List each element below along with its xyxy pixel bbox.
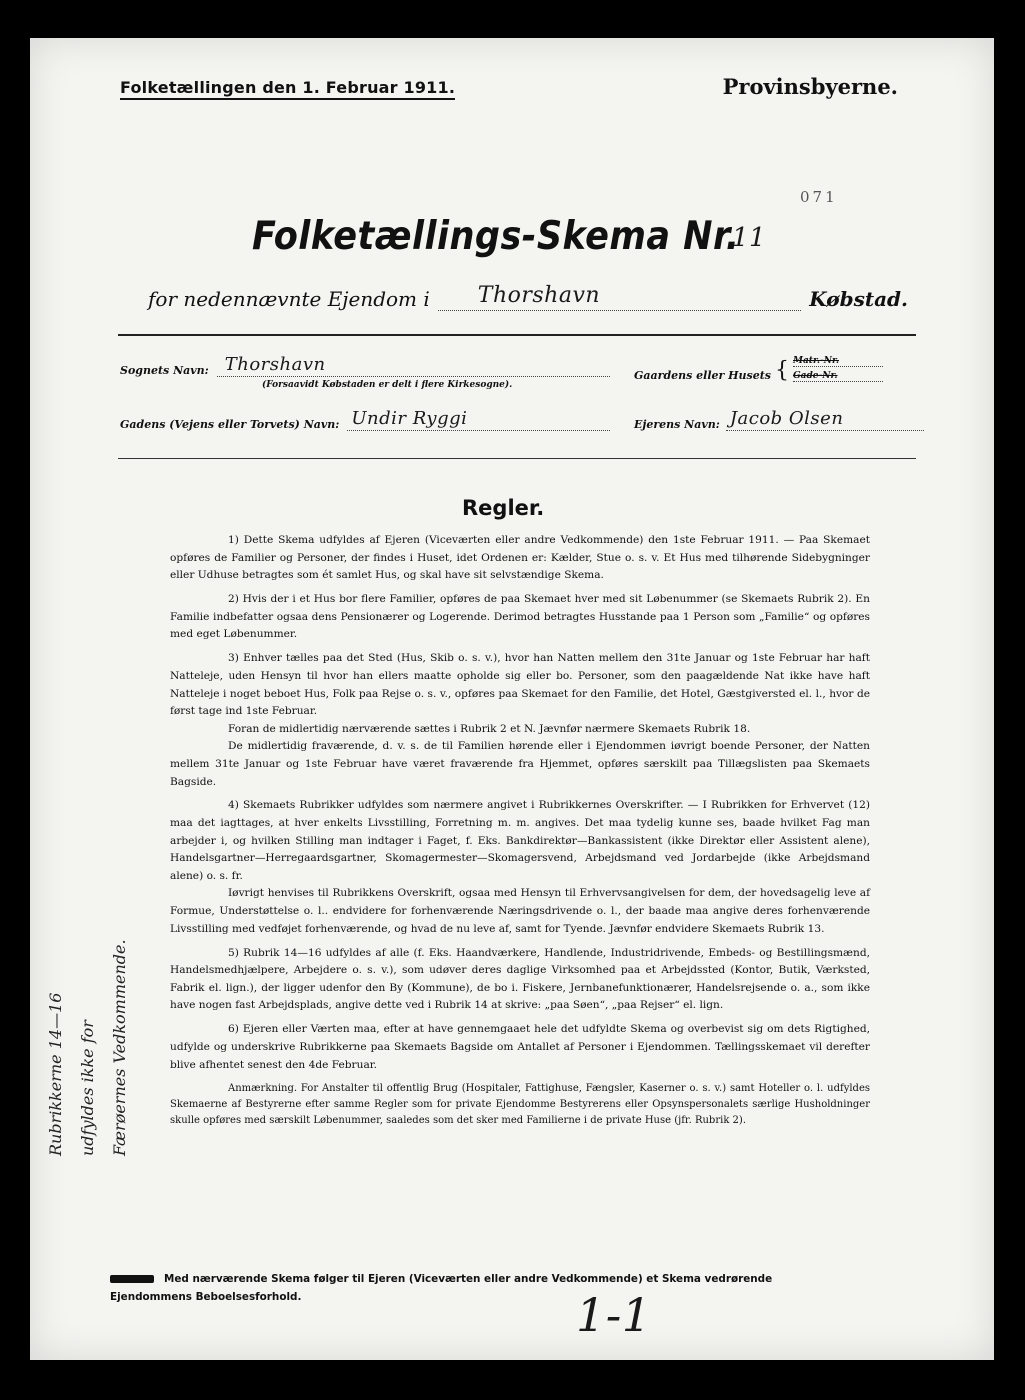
rule-paragraph: 5) Rubrik 14—16 udfyldes af alle (f. Eks. Haandværkere, Handlende, Industridrivende, Embeds- og Bestillingsmænd, Handelsmedhjælpere, Arbejdere o. s. v.), som udøver deres daglige Virksomhed paa et Arbejdssted (Kontor, Butik, Værksted, Fabrik el. lign.), der ligger udenfor den By (Kommune), de bo i. Fiskere, Jernbanefunktionærer, Handelsrejsende o. a., som ikke have nogen fast Arbejdsplads, angive dette ved i Rubrik 14 at skrive: „paa Søen“, „paa Rejser“ el. lign. (170, 946, 870, 1012)
owner-row (634, 410, 924, 431)
margin-note-line: Færøernes Vedkommende. (110, 939, 129, 1156)
for-line-field (438, 284, 801, 311)
rule-paragraph: Anmærkning. For Anstalter til offentlig Brug (Hospitaler, Fattighuse, Fængsler, Kaserner o. s. v.) samt Hoteller o. l. udfyldes Skemaerne af Bestyrerne efter samme Regler som for private Ejendomme Bestyrerens eller Opsynspersonalets særlige Husholdninger skulle opføres med særskilt Løbenummer, saaledes som det sker med Familierne i de private Huse (jfr. Rubrik 2). (170, 1082, 870, 1126)
house-brace: { (775, 358, 789, 383)
parish-note: (Forsaavidt Købstaden er delt i flere Kirkesogne). (262, 380, 513, 390)
census-header: Folketællingen den 1. Februar 1911. (120, 78, 455, 100)
margin-note-handwritten (40, 936, 136, 1156)
street-value: Undir Ryggi (351, 408, 468, 429)
street-label: Gadens (Vejens eller Torvets) Navn: (120, 418, 340, 431)
census-form-page (30, 38, 994, 1360)
street-row (120, 410, 610, 431)
town-handwritten: Thorshavn (477, 283, 601, 308)
rule-paragraph: 4) Skemaets Rubrikker udfyldes som nærmere angivet i Rubrikkernes Overskrifter. — I Rubrikken for Erhvervet (12) maa det iagttages, at hver enkelts Livsstilling, Forretning m. m. angives. Det maa tydelig kunne ses, baade hvilket Fag man arbejder i, og hvilken Stilling man indtager i Faget, f. Eks. Bankdirektør—Bankassistent (ikke Direktør eller Assistent alene), Handelsgartner—Herregaardsgartner, Skomagermester—Skomagersvend, Arbejdsmand ved Jordarbejde (ikke Arbejdsmand alene) o. s. fr. (170, 799, 870, 882)
rule-paragraph: Foran de midlertidig nærværende sættes i Rubrik 2 et N. Jævnfør nærmere Skemaets Rubrik 18. (228, 722, 751, 735)
house-number-row (634, 356, 883, 382)
parish-value: Thorshavn (224, 354, 326, 375)
gade-nr-label: Gade-Nr. (793, 371, 883, 382)
region-header: Provinsbyerne. (722, 74, 898, 99)
house-number-labels (793, 356, 883, 382)
form-number-handwritten: 11 (732, 223, 767, 253)
rule-paragraph: 6) Ejeren eller Værten maa, efter at have gennemgaaet hele det udfyldte Skema og overbevist sig om dets Rigtighed, udfylde og underskrive Rubrikkerne paa Skemaets Bagside om Antallet af Personer i Ejendommen. Tællingsskemaet vil derefter blive afhentet senest den 4de Februar. (170, 1023, 870, 1071)
rule-paragraph: Iøvrigt henvises til Rubrikkens Overskrift, ogsaa med Hensyn til Erhvervsangivelsen for dem, der hovedsagelig leve af Formue, Understøttelse o. l.. endvidere for forhenværende Næringsdrivende o. l., der baade maa angive deres forhenværende Livsstilling med vedføjet forhenværende, og hvad de nu leve af, samt for Tyende. Jævnfør endvidere Skemaets Rubrik 13. (170, 887, 870, 935)
rule-paragraph: De midlertidig fraværende, d. v. s. de til Familien hørende eller i Ejendommen iøvrigt boende Personer, der Natten mellem 31te Januar og 1ste Februar have været fraværende fra Hjemmet, opføres særskilt paa Tillægslisten paa Skemaets Bagside. (170, 740, 870, 788)
for-line-suffix: Købstad. (809, 287, 908, 311)
owner-field (726, 410, 924, 431)
fields-divider (118, 458, 916, 459)
top-divider (118, 334, 916, 336)
parish-row (120, 356, 610, 377)
footer-text: Med nærværende Skema følger til Ejeren (Viceværten eller andre Vedkommende) et Skema vedrørende Ejendommens Beboelsesforhold. (110, 1273, 773, 1303)
rules-text (170, 532, 870, 1135)
margin-note-line: Rubrikkerne 14—16 (46, 992, 65, 1156)
street-field (347, 410, 610, 431)
owner-value: Jacob Olsen (729, 408, 844, 429)
owner-label: Ejerens Navn: (634, 418, 720, 431)
form-title: Folketællings-Skema Nr. (252, 214, 740, 259)
parish-field (217, 356, 610, 377)
house-label: Gaardens eller Husets (634, 369, 771, 382)
for-line (148, 284, 908, 311)
pointing-hand-icon (110, 1275, 154, 1283)
parish-label: Sognets Navn: (120, 364, 209, 377)
rule-paragraph: 3) Enhver tælles paa det Sted (Hus, Skib o. s. v.), hvor han Natten mellem den 31te Januar og 1ste Februar har haft Natteleje, uden Hensyn til hvor han ellers maatte opholde sig eller bo. Personer, som den paagældende Nat ikke have haft Natteleje i noget beboet Hus, Folk paa Rejse o. s. v., opføres paa Skemaet for den Familie, det Hotel, Gæstgiversted el. l., hvor de først tage ind 1ste Februar. (170, 652, 870, 718)
rules-title: Regler. (462, 496, 545, 520)
rule-paragraph: 2) Hvis der i et Hus bor flere Familier, opføres de paa Skemaet hver med sit Løbenummer (se Skemaets Rubrik 2). En Familie indbefatter ogsaa dens Pensionærer og Logerende. Derimod betragtes Husstande paa 1 Person som „Familie“ og opføres med eget Løbenummer. (170, 593, 870, 641)
margin-note-line: udfyldes ikke for (78, 1020, 97, 1156)
footer-note (110, 1270, 850, 1306)
rule-paragraph: 1) Dette Skema udfyldes af Ejeren (Viceværten eller andre Vedkommende) den 1ste Februar 1911. — Paa Skemaet opføres de Familier og Personer, der findes i Huset, idet Ordenen er: Kælder, Stue o. s. v. Et Hus med tilhørende Sidebygninger eller Udhuse betragtes som ét samlet Hus, og skal have sit selvstændige Skema. (170, 534, 870, 582)
bottom-handwritten-mark: 1-1 (576, 1288, 652, 1342)
stamp-number: 071 (800, 188, 838, 206)
for-line-prefix: for nedennævnte Ejendom i (148, 287, 430, 311)
matr-label: Matr.-Nr. (793, 356, 883, 367)
